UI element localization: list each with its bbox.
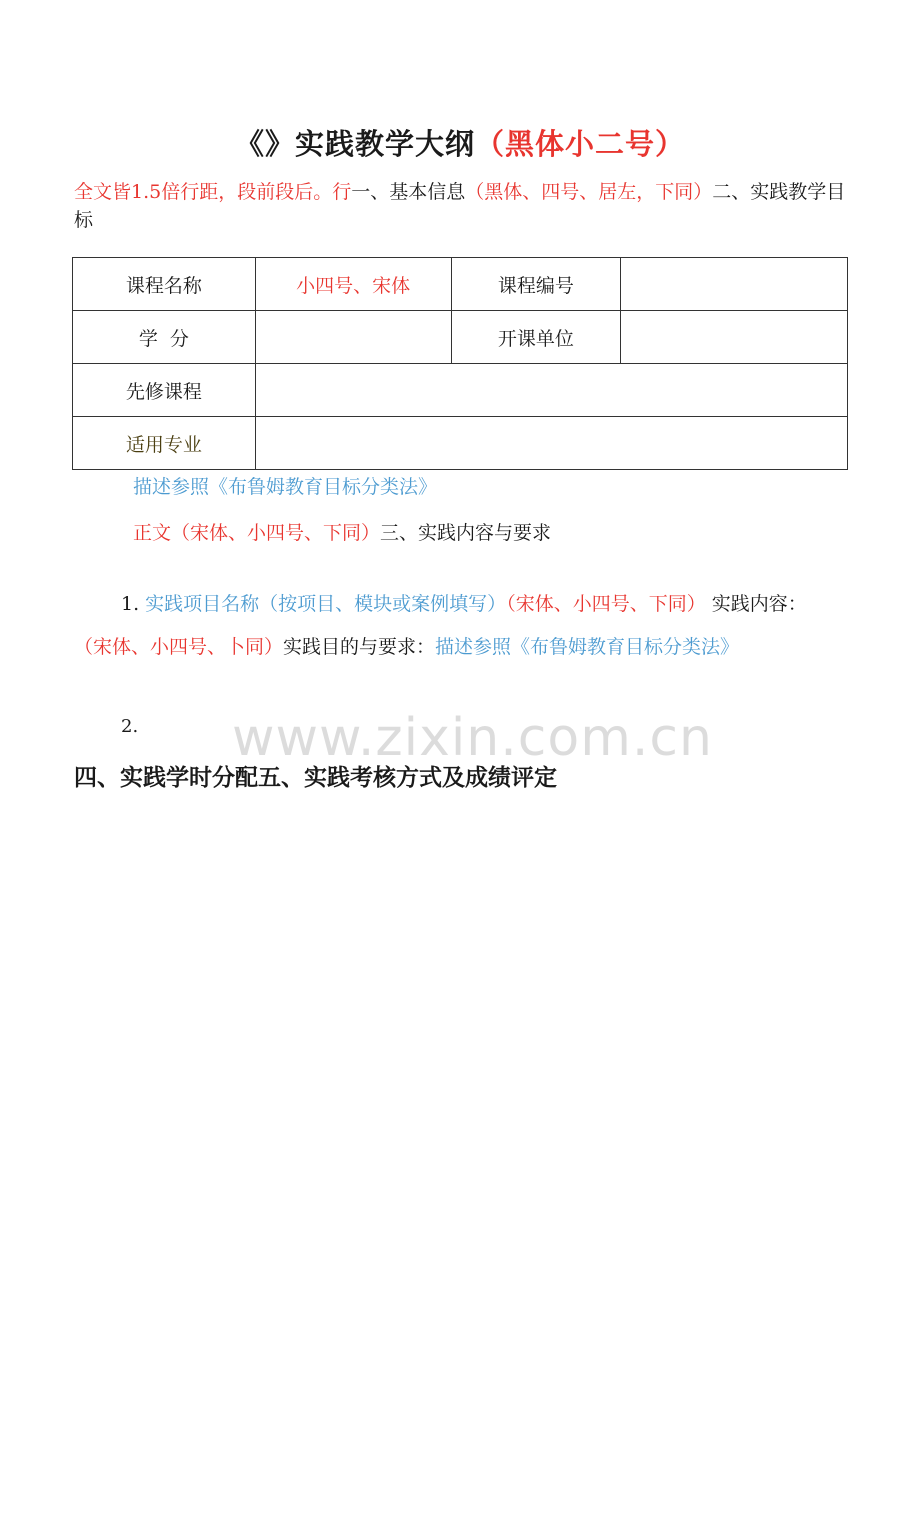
- heading-format-note: （黑体、四号、居左，下同）: [465, 181, 713, 203]
- watermark: www.zixin.com.cn: [232, 708, 713, 768]
- credits-value: [255, 311, 451, 364]
- page-title: [0, 122, 920, 163]
- content-format-note: （宋体、小四号、卜同）: [74, 636, 284, 658]
- title-format-note: （黑体小二号）: [475, 127, 686, 161]
- practice-item-2: 2.: [121, 716, 139, 737]
- course-code-label: 课程编号: [451, 258, 621, 311]
- credits-label: [73, 311, 256, 364]
- goal-label: 实践目的与要求：: [283, 636, 436, 658]
- basic-info-table: [72, 257, 848, 470]
- item-number: 1.: [121, 593, 146, 615]
- item-name-instruction: 实践项目名称（按项目、模块或案例填写）: [145, 593, 507, 615]
- practice-item-1: [74, 583, 834, 669]
- goal-instruction: 描述参照《布鲁姆教育目标分类法》: [435, 636, 740, 658]
- course-name-value: 小四号、宋体: [255, 258, 451, 311]
- section-heading-basic-info: 一、基本信息: [351, 181, 466, 203]
- intro-paragraph: [74, 178, 846, 234]
- department-value: [621, 311, 848, 364]
- body-format-note: 正文（宋体、小四号、下同）: [133, 522, 381, 544]
- table-row: [73, 364, 848, 417]
- table-row: [73, 258, 848, 311]
- content-label: 实践内容：: [705, 593, 807, 615]
- table-row: [73, 417, 848, 470]
- credits-label-text: 学 分: [138, 327, 189, 350]
- course-code-value: [621, 258, 848, 311]
- department-label: 开课单位: [451, 311, 621, 364]
- prerequisite-label: 先修课程: [73, 364, 256, 417]
- section-heading-objectives: 二、实践教学目标: [74, 181, 846, 231]
- title-main: 《》实践教学大纲: [234, 127, 475, 161]
- table-row: [73, 311, 848, 364]
- section-heading-hours-assessment: 四、实践学时分配五、实践考核方式及成绩评定: [74, 765, 557, 791]
- course-name-label: 课程名称: [73, 258, 256, 311]
- prerequisite-value: [255, 364, 847, 417]
- major-label: 适用专业: [73, 417, 256, 470]
- body-format-line: [133, 519, 551, 547]
- item-name-format-note: （宋体、小四号、下同）: [506, 593, 706, 615]
- bloom-reference-note: 描述参照《布鲁姆教育目标分类法》: [133, 476, 438, 498]
- major-value: [255, 417, 847, 470]
- formatting-instruction: 全文皆1.5倍行距，段前段后。行: [74, 181, 352, 203]
- section-heading-content: 三、实践内容与要求: [380, 522, 552, 544]
